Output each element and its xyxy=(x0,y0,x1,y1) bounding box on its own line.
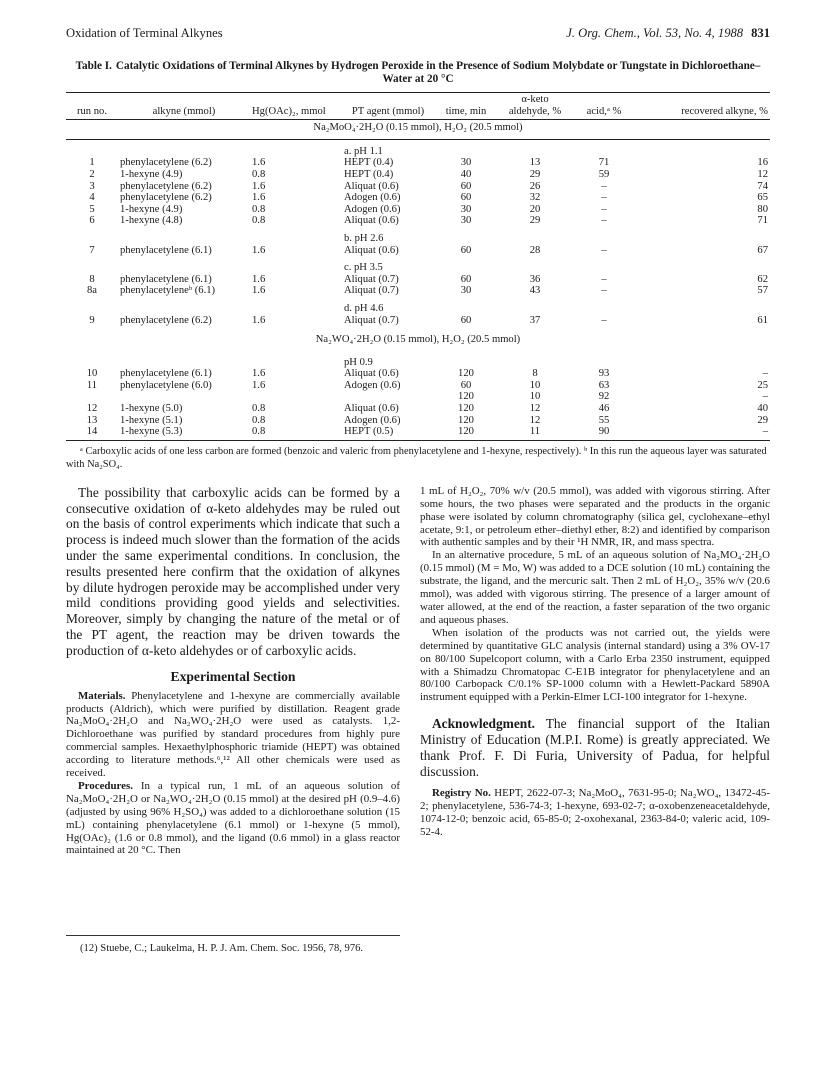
results-table xyxy=(66,92,770,441)
table-row xyxy=(66,274,770,286)
cell-run: 10 xyxy=(86,368,98,380)
cell-time: 60 xyxy=(460,379,472,391)
cell-time: 30 xyxy=(460,203,472,215)
subheading-row xyxy=(66,297,770,315)
cell-pt: Aliquat (0.6) xyxy=(344,368,399,380)
cell-run: 5 xyxy=(89,203,95,215)
cell-run: 8 xyxy=(89,273,95,285)
section-row xyxy=(66,326,770,351)
cell-hg: 1.6 xyxy=(252,180,266,192)
col-recovered: recovered alkyne, % xyxy=(636,93,770,120)
cell-run: 4 xyxy=(89,192,95,204)
paragraph: 1 mL of H₂O₂, 70% w/v (20.5 mmol), was added with vigorous stirring. After some hours, the two phases were separated and the products in the organic phase were isolated by column chromatography (silica gel, cyclohexane–ethyl acetate, 9:1, or petroleum ether–diethyl ether, 8:2) and identified by comparison with authentic samples and by their ¹H NMR, IR, and mass spectra. xyxy=(420,484,770,549)
left-column xyxy=(66,484,400,954)
table-row xyxy=(66,169,770,181)
cell-run: 6 xyxy=(89,215,95,227)
cell-pt: Aliquat (0.6) xyxy=(344,244,399,256)
subheading-label: c. pH 3.5 xyxy=(344,262,383,274)
table-label: Table I. xyxy=(75,60,112,72)
col-time: time, min xyxy=(434,93,498,120)
cell-hg: 0.8 xyxy=(252,203,266,215)
cell-run: 2 xyxy=(89,168,95,180)
cell-time: 120 xyxy=(458,426,474,438)
running-header xyxy=(66,26,770,46)
cell-rec: 62 xyxy=(757,273,768,285)
cell-ka: 26 xyxy=(529,180,541,192)
cell-ka: 10 xyxy=(529,379,541,391)
cell-pt: Adogen (0.6) xyxy=(344,192,401,204)
table-row xyxy=(66,426,770,438)
cell-alkyne: phenylacetylene (6.1) xyxy=(120,244,212,256)
table-footnote: ᵃ Carboxylic acids of one less carbon are formed (benzoic and valeric from phenylacetylene and 1-hexyne, respectively). ᵇ In this run the aqueous layer was saturated with Na₂SO₄. xyxy=(66,445,767,470)
cell-alkyne: 1-hexyne (4.8) xyxy=(120,215,183,227)
subheading-label: b. pH 2.6 xyxy=(344,232,384,244)
cell-ka: 13 xyxy=(529,157,541,169)
journal-page xyxy=(66,26,770,1085)
table-row xyxy=(66,192,770,204)
section-label: Na₂WO₄·2H₂O (0.15 mmol), H₂O₂ (20.5 mmol) xyxy=(315,334,521,346)
cell-pt: Aliquat (0.7) xyxy=(344,273,399,285)
cell-ka: 37 xyxy=(529,314,541,326)
cell-acid: – xyxy=(601,285,607,297)
paragraph-text: Phenylacetylene and 1-hexyne are commercially available products (Aldrich), which were purified by distillation. Reagent grade Na₂MoO₄·2H₂O and Na₂WO₄·2H₂O were used as catalysts. 1,2-Dichloroethane was purified by standard procedures from highly pure commercial samples. Hexaethylphosphoric triamide (HEPT) was obtained according to literature methods.⁶,¹² All other chemicals were used as received. xyxy=(66,689,400,780)
cell-alkyne: phenylacetylene (6.1) xyxy=(120,368,212,380)
cell-run xyxy=(66,391,118,403)
cell-ka: 28 xyxy=(529,244,541,256)
cell-rec: 67 xyxy=(757,244,768,256)
cell-alkyne: phenylacetylene (6.0) xyxy=(120,379,212,391)
acknowledgment xyxy=(420,716,770,779)
cell-time: 30 xyxy=(460,157,472,169)
table-title: Catalytic Oxidations of Terminal Alkynes by Hydrogen Peroxide in the Presence of Sodium Molybdate or Tungstate in Dichloroethane–Water at 20 °C xyxy=(115,60,761,85)
cell-alkyne: 1-hexyne (5.0) xyxy=(120,403,183,415)
cell-run: 9 xyxy=(89,314,95,326)
cell-hg: 1.6 xyxy=(252,244,266,256)
cell-run: 11 xyxy=(86,379,98,391)
cell-alkyne: 1-hexyne (5.3) xyxy=(120,426,183,438)
cell-pt: HEPT (0.5) xyxy=(344,426,394,438)
cell-run: 1 xyxy=(89,157,95,169)
cell-time: 60 xyxy=(460,244,472,256)
cell-pt: Aliquat (0.6) xyxy=(344,180,399,192)
subheading-row xyxy=(66,351,770,369)
paragraph xyxy=(66,780,400,857)
cell-hg: 0.8 xyxy=(252,168,266,180)
cell-pt xyxy=(342,391,434,403)
cell-hg: 1.6 xyxy=(252,314,266,326)
cell-alkyne: phenylacetylene (6.2) xyxy=(120,314,212,326)
cell-ka: 32 xyxy=(529,192,541,204)
cell-ka: 8 xyxy=(532,368,538,380)
cell-ka: 20 xyxy=(529,203,541,215)
cell-pt: Adogen (0.6) xyxy=(344,414,401,426)
table-row xyxy=(66,285,770,297)
table-caption xyxy=(66,60,770,86)
cell-hg: 1.6 xyxy=(252,273,266,285)
cell-acid: 90 xyxy=(598,426,610,438)
table-row xyxy=(66,157,770,169)
cell-pt: HEPT (0.4) xyxy=(344,168,394,180)
paragraph: When isolation of the products was not carried out, the yields were determined by quantitative GLC analysis (internal standard) using a 3% OV-17 on 80/100 Supelcoport column, with a Carlo Erba 2350 instrument, equipped with a Shimadzu Chromatopac C-E1B integrator for phenylacetylene and an 80/100 Carbopack C/0.1% SP-1000 column with a Hewlett-Packard 5890A instrument equipped with a Perkin-Elmer LCI-100 integrator for 1-hexyne. xyxy=(420,626,770,704)
journal-name: J. Org. Chem., Vol. 53, No. 4, 1988 xyxy=(566,26,744,40)
cell-alkyne xyxy=(118,391,250,403)
cell-ka: 36 xyxy=(529,273,541,285)
cell-hg xyxy=(250,391,342,403)
cell-rec: 71 xyxy=(757,215,768,227)
subheading-row xyxy=(66,227,770,245)
cell-rec: 57 xyxy=(757,285,768,297)
body-columns xyxy=(66,485,770,1085)
cell-time: 60 xyxy=(460,314,472,326)
cell-ka: 29 xyxy=(529,168,541,180)
col-acid: acid,ᵃ % xyxy=(572,93,636,120)
cell-rec: 40 xyxy=(757,403,768,415)
cell-hg: 1.6 xyxy=(252,285,266,297)
cell-acid: – xyxy=(601,244,607,256)
subheading-row xyxy=(66,139,770,157)
cell-rec: 29 xyxy=(757,414,768,426)
cell-ka: 12 xyxy=(529,403,541,415)
cell-hg: 0.8 xyxy=(252,215,266,227)
cell-alkyne: phenylacetylene (6.2) xyxy=(120,180,212,192)
table-row xyxy=(66,380,770,392)
cell-time: 60 xyxy=(460,192,472,204)
ack-text: The financial support of the Italian Ministry of Education (M.P.I. Rome) is greatly appreciated. We thank Prof. F. Di Furia, University of Padua, for helpful discussion. xyxy=(420,716,770,779)
table-row xyxy=(66,204,770,216)
cell-pt: Aliquat (0.6) xyxy=(344,215,399,227)
subheading-label: a. pH 1.1 xyxy=(344,145,383,157)
table-row xyxy=(66,391,770,403)
cell-rec: 65 xyxy=(757,192,768,204)
cell-alkyne: phenylacetylene (6.2) xyxy=(120,157,212,169)
cell-acid: 71 xyxy=(598,157,610,169)
cell-acid: – xyxy=(601,192,607,204)
cell-time: 120 xyxy=(458,391,474,403)
cell-acid: 59 xyxy=(598,168,610,180)
subheading-label: d. pH 4.6 xyxy=(344,302,384,314)
cell-rec: 12 xyxy=(757,168,768,180)
table-row xyxy=(66,415,770,427)
cell-rec: 80 xyxy=(757,203,768,215)
cell-run: 8a xyxy=(87,285,97,297)
cell-pt: HEPT (0.4) xyxy=(344,157,394,169)
registry-label: Registry No. xyxy=(432,787,491,800)
table-body xyxy=(66,120,770,441)
cell-ka: 29 xyxy=(529,215,541,227)
reference-footnote: (12) Stuebe, C.; Laukelma, H. P. J. Am. Chem. Soc. 1956, 78, 976. xyxy=(66,935,400,955)
subheading-label: pH 0.9 xyxy=(344,356,373,368)
cell-hg: 0.8 xyxy=(252,403,266,415)
col-hg: Hg(OAc)₂, mmol xyxy=(250,93,342,120)
cell-ka: 11 xyxy=(529,426,541,438)
col-ketoaldehyde: α-keto aldehyde, % xyxy=(498,93,572,120)
registry-text: HEPT, 2622-07-3; Na₂MoO₄, 7631-95-0; Na₂WO₄, 13472-45-2; phenylacetylene, 536-74-3; 1-hexyne, 693-02-7; α-oxobenzeneacetaldehyde, 1074-12-0; benzoic acid, 65-85-0; 2-oxohexanal, 2363-84-0; valeric acid, 109-52-4. xyxy=(420,787,770,839)
cell-hg: 0.8 xyxy=(252,414,266,426)
section-heading: Experimental Section xyxy=(170,668,296,684)
cell-run: 13 xyxy=(86,414,98,426)
table-row xyxy=(66,368,770,380)
cell-alkyne: 1-hexyne (4.9) xyxy=(120,168,183,180)
cell-run: 3 xyxy=(89,180,95,192)
cell-time: 120 xyxy=(458,414,474,426)
cell-rec: 16 xyxy=(757,157,768,169)
paragraph: In an alternative procedure, 5 mL of an aqueous solution of Na₂MO₄·2H₂O (0.15 mmol) (M = Mo, W) was added to a DCE solution (10 mL) containing the substrate, the ligand, and the mercuric salt. Then 2 mL of H₂O₂, 35% w/v (20.6 mmol), was added with vigorous stirring. The presence of a larger amount of water allowed, at the end of the reaction, a faster separation of the two organic and aqueous phases. xyxy=(420,549,770,626)
cell-pt: Adogen (0.6) xyxy=(344,379,401,391)
table-row xyxy=(66,315,770,327)
table-row xyxy=(66,181,770,193)
section-label: Na₂MoO₄·2H₂O (0.15 mmol), H₂O₂ (20.5 mmol) xyxy=(66,120,770,140)
page-number: 831 xyxy=(751,26,770,40)
cell-acid: 93 xyxy=(598,368,610,380)
cell-time: 120 xyxy=(458,403,474,415)
cell-acid: – xyxy=(601,180,607,192)
cell-acid: 63 xyxy=(598,379,610,391)
cell-acid: 46 xyxy=(598,403,610,415)
paragraph-label: Procedures. xyxy=(78,779,133,792)
cell-ka: 10 xyxy=(529,391,541,403)
table-row xyxy=(66,245,770,257)
paragraph xyxy=(66,690,400,780)
cell-time: 120 xyxy=(458,368,474,380)
col-alkyne: alkyne (mmol) xyxy=(118,93,250,120)
col-run: run no. xyxy=(66,93,118,120)
table-header-row xyxy=(66,93,770,120)
journal-citation xyxy=(566,26,770,41)
cell-acid: – xyxy=(601,314,607,326)
cell-acid: 55 xyxy=(598,414,610,426)
cell-pt: Aliquat (0.7) xyxy=(344,314,399,326)
cell-pt: Aliquat (0.7) xyxy=(344,285,399,297)
cell-time: 60 xyxy=(460,273,472,285)
right-column xyxy=(420,485,770,839)
cell-ka: 43 xyxy=(529,285,541,297)
cell-acid: 92 xyxy=(598,391,610,403)
cell-alkyne: phenylacetyleneᵇ (6.1) xyxy=(120,285,216,297)
cell-acid: – xyxy=(601,215,607,227)
cell-rec: 25 xyxy=(757,379,768,391)
paragraph: The possibility that carboxylic acids can be formed by a consecutive oxidation of α-keto aldehydes may be ruled out on the basis of control experiments which indicate that such a process is indeed much slower than the formation of the acids under the same experimental conditions. In conclusion, the results presented here confirm that the oxidation of alkynes by dilute hydrogen peroxide may be accomplished under very mild conditions providing good yields and selectivities. Moreover, simply by changing the nature of the metal or of the PT agent, the reaction may be driven towards the production of α-keto aldehydes or of carboxylic acids. xyxy=(66,484,400,658)
cell-alkyne: phenylacetylene (6.2) xyxy=(120,192,212,204)
ack-label: Acknowledgment. xyxy=(432,716,536,732)
cell-pt: Aliquat (0.6) xyxy=(344,403,399,415)
paragraph-label: Materials. xyxy=(78,689,126,702)
cell-rec: 61 xyxy=(757,314,768,326)
cell-alkyne: 1-hexyne (5.1) xyxy=(120,414,183,426)
cell-hg: 1.6 xyxy=(252,157,266,169)
table-row xyxy=(66,215,770,227)
running-title: Oxidation of Terminal Alkynes xyxy=(66,26,223,40)
registry-numbers xyxy=(420,787,770,839)
cell-time: 30 xyxy=(460,215,472,227)
subheading-row xyxy=(66,256,770,274)
cell-run: 14 xyxy=(86,426,98,438)
cell-time: 40 xyxy=(460,168,472,180)
cell-rec: – xyxy=(762,426,768,438)
cell-ka: 12 xyxy=(529,414,541,426)
table-bottom-rule xyxy=(66,438,770,441)
cell-time: 60 xyxy=(460,180,472,192)
cell-rec: – xyxy=(762,391,768,403)
cell-alkyne: 1-hexyne (4.9) xyxy=(120,203,183,215)
col-pt: PT agent (mmol) xyxy=(342,93,434,120)
cell-time: 30 xyxy=(460,285,472,297)
cell-hg: 1.6 xyxy=(252,192,266,204)
paragraph-text: In a typical run, 1 mL of an aqueous solution of Na₂MoO₄·2H₂O or Na₂WO₄·2H₂O (0.15 mmol) at the desired pH (0.9–4.6) (adjusted by using 96% H₂SO₄) was added to a dichloroethane solution (15 mL) containing phenylacetylene (6.1 mmol) or 1-hexyne (5 mmol), Hg(OAc)₂ (1.6 or 0.8 mmol), and the ligand (0.6 mmol) in a glass reactor maintained at 20 °C. Then xyxy=(66,779,400,857)
cell-run: 7 xyxy=(89,244,95,256)
cell-pt: Adogen (0.6) xyxy=(344,203,401,215)
cell-alkyne: phenylacetylene (6.1) xyxy=(120,273,212,285)
cell-hg: 0.8 xyxy=(252,426,266,438)
cell-hg: 1.6 xyxy=(252,368,266,380)
cell-hg: 1.6 xyxy=(252,379,266,391)
cell-acid: – xyxy=(601,203,607,215)
cell-rec: – xyxy=(762,368,768,380)
section-row xyxy=(66,120,770,140)
cell-rec: 74 xyxy=(757,180,768,192)
cell-acid: – xyxy=(601,273,607,285)
table-row xyxy=(66,403,770,415)
cell-run: 12 xyxy=(86,403,98,415)
